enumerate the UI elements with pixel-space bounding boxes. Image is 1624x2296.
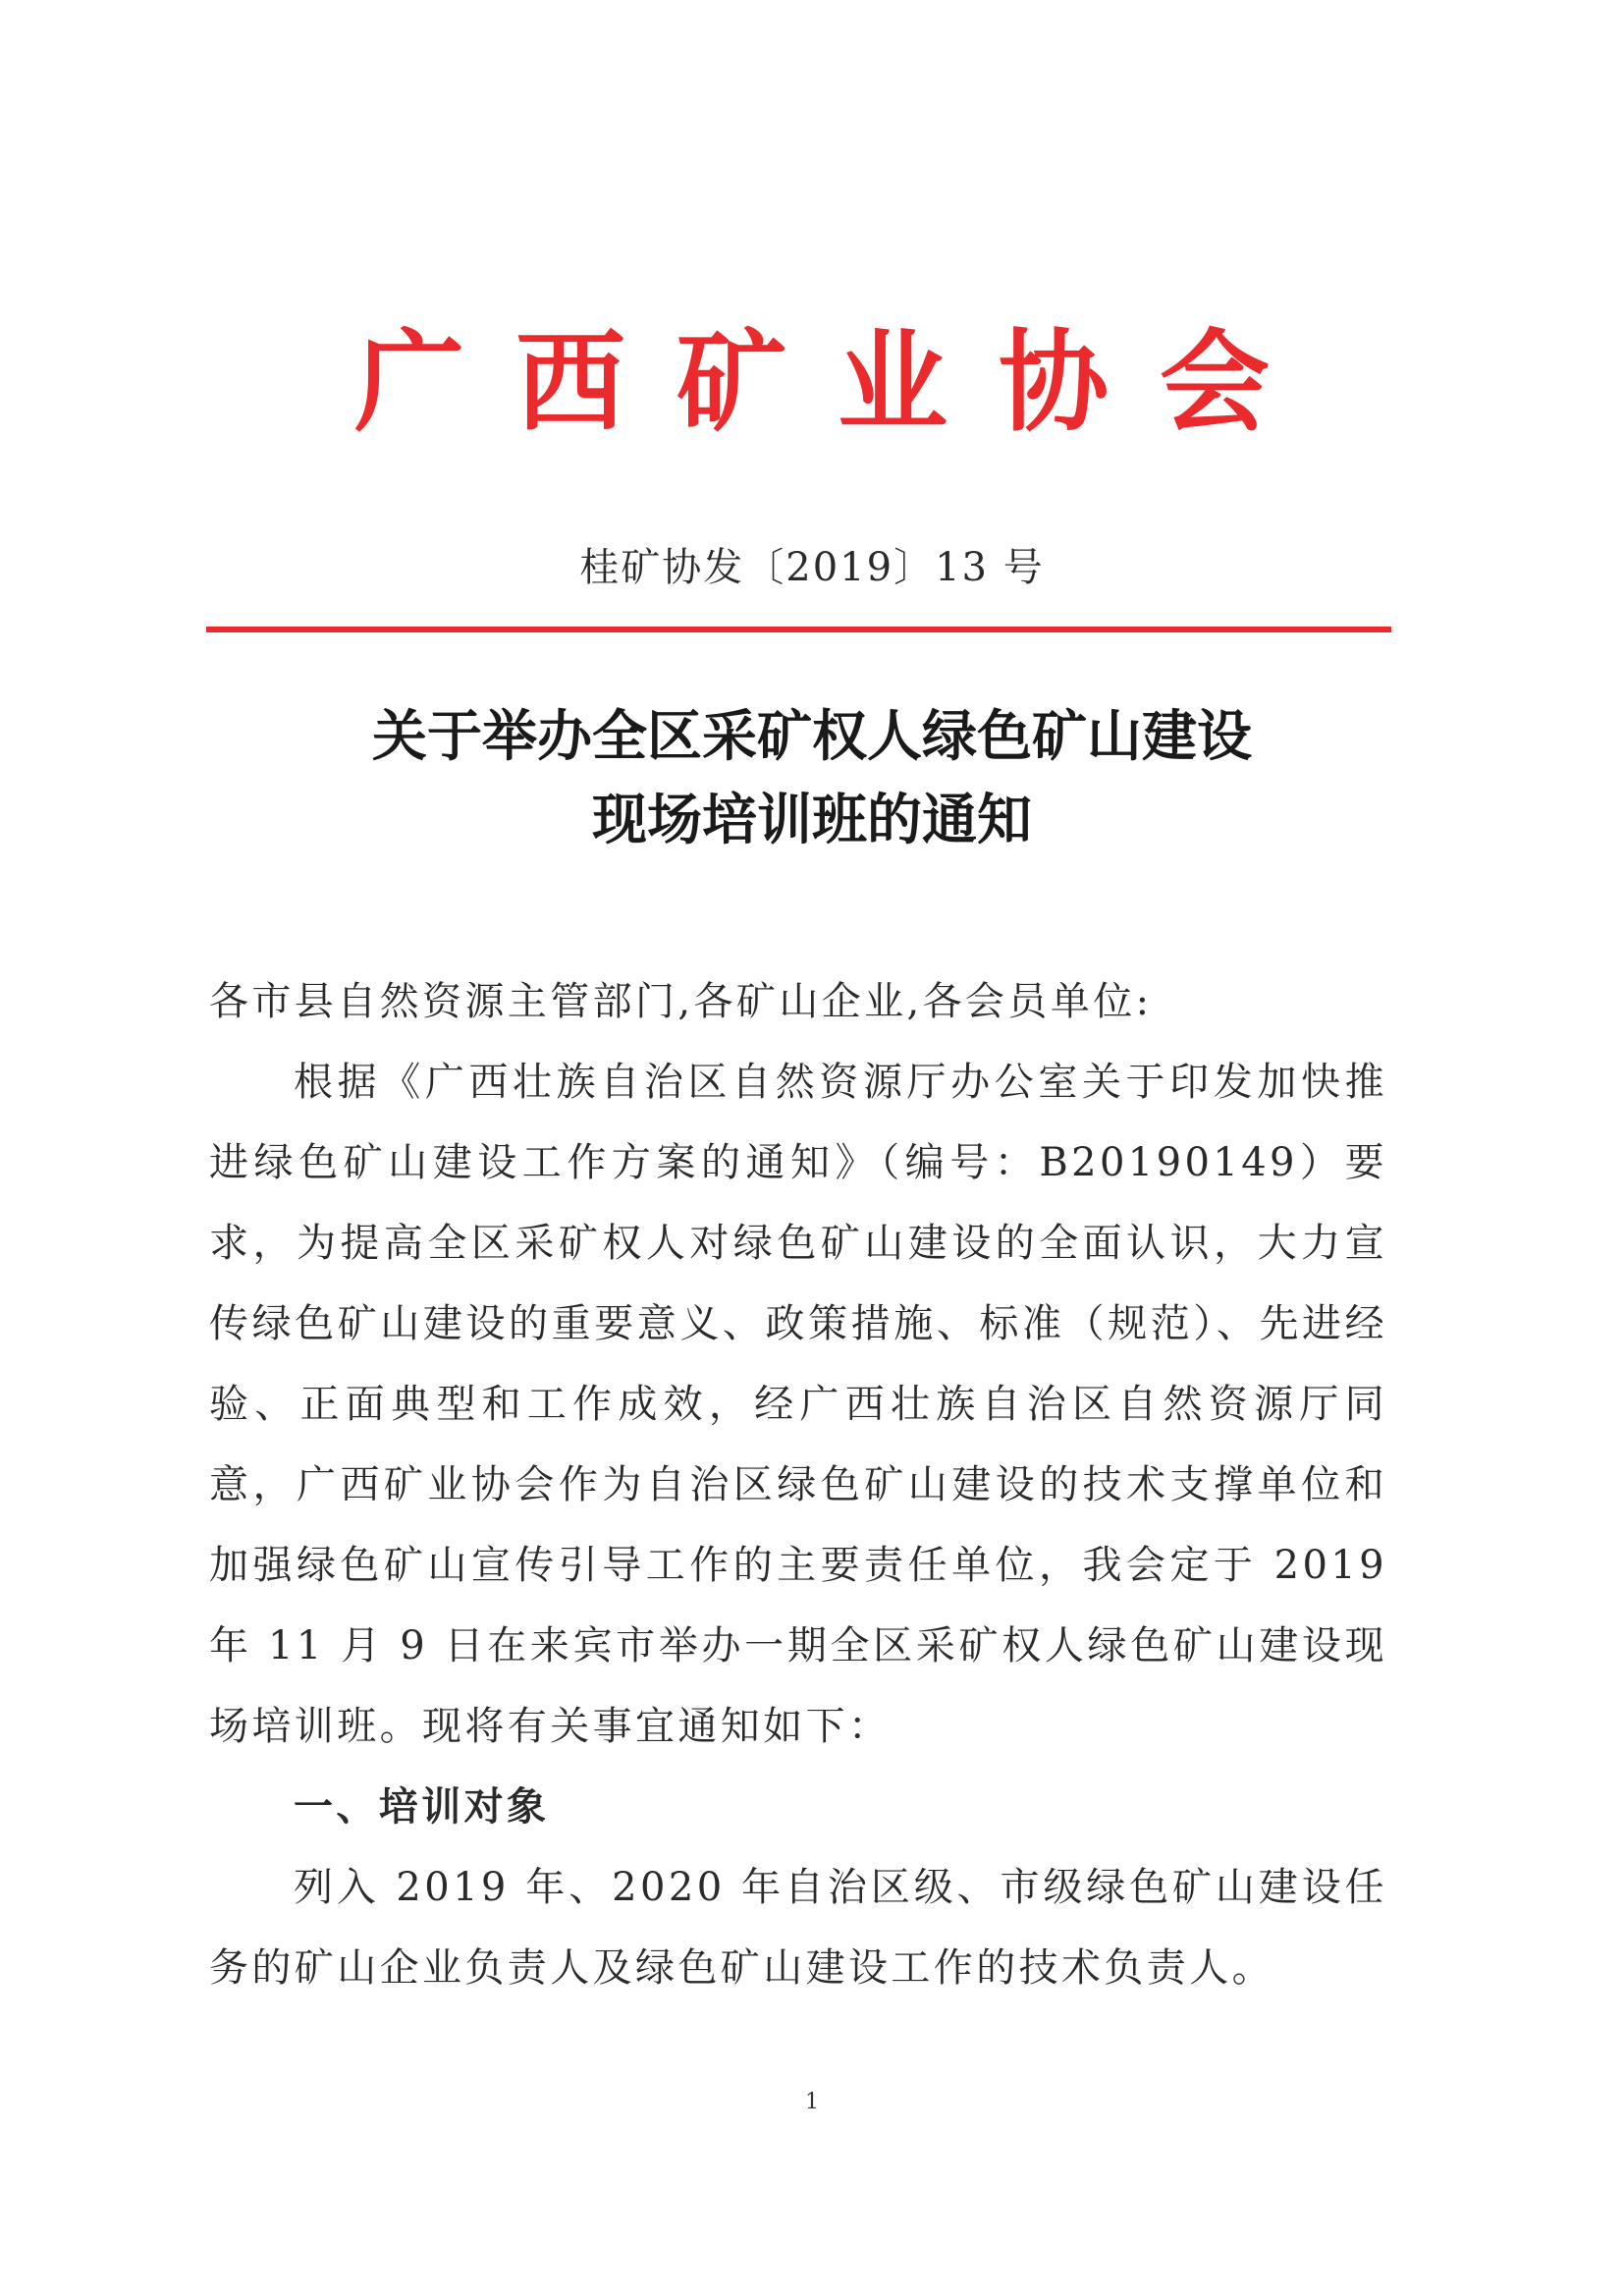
document-title bbox=[0, 695, 1624, 862]
document-body bbox=[209, 961, 1387, 2008]
body-paragraph-1: 根据《广西壮族自治区自然资源厅办公室关于印发加快推进绿色矿山建设工作方案的通知》（编号：B20190149）要求，为提高全区采矿权人对绿色矿山建设的全面认识，大力宣传绿色矿山建设的重要意义、政策措施、标准（规范）、先进经验、正面典型和工作成效，经广西壮族自治区自然资源厅同意，广西矿业协会作为自治区绿色矿山建设的技术支撑单位和加强绿色矿山宣传引导工作的主要责任单位，我会定于 2019 年 11 月 9 日在来宾市举办一期全区采矿权人绿色矿山建设现场培训班。现将有关事宜通知如下： bbox=[209, 1060, 1387, 1749]
page-number: 1 bbox=[805, 2090, 819, 2114]
salutation: 各市县自然资源主管部门,各矿山企业,各会员单位: bbox=[209, 979, 1153, 1024]
red-divider-line bbox=[206, 627, 1391, 632]
document-title-line-2: 现场培训班的通知 bbox=[592, 789, 1032, 852]
section-1-text: 列入 2019 年、2020 年自治区级、市级绿色矿山建设任务的矿山企业负责人及绿色矿山建设工作的技术负责人。 bbox=[209, 1865, 1387, 1991]
document-title-line-1: 关于举办全区采矿权人绿色矿山建设 bbox=[372, 705, 1252, 769]
section-heading-training-targets: 一、培训对象 bbox=[294, 1784, 550, 1830]
document-number: 桂矿协发〔2019〕13 号 bbox=[579, 545, 1045, 590]
organization-header: 广西矿业协会 bbox=[354, 318, 1321, 447]
